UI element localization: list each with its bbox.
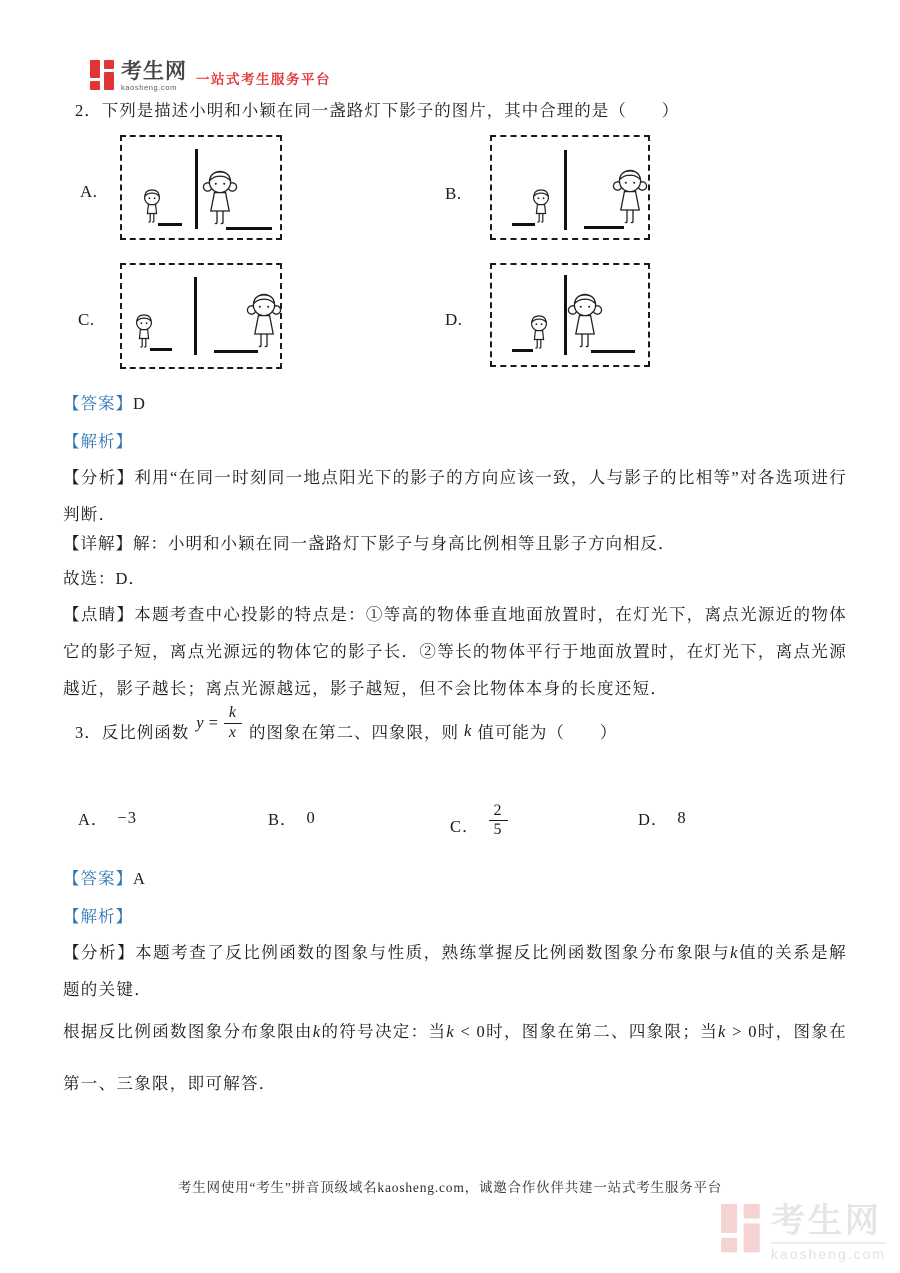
q2-conclusion-line: 故选：D．	[63, 569, 146, 588]
boy-shadow-line	[512, 223, 535, 226]
q2-option-d-figure	[490, 263, 650, 367]
watermark-h-blocks-icon	[721, 1204, 763, 1254]
watermark-logo	[721, 1204, 886, 1261]
q3-option-a-value: −3	[117, 808, 137, 827]
boy-shadow-line	[150, 348, 172, 351]
q3-rule-p1: 根据反比例函数图象分布象限由	[63, 1022, 313, 1041]
girl-shadow-line	[214, 350, 258, 353]
q3-option-d	[638, 806, 687, 830]
q2-option-a-figure	[120, 135, 282, 240]
lamp-pole-line	[195, 149, 198, 229]
q2-option-c-label: C.	[78, 310, 95, 329]
q3-stem	[75, 700, 617, 762]
brand-h-blocks-icon	[90, 60, 116, 91]
q2-dianjing-paragraph: 【点睛】本题考查中心投影的特点是：①等高的物体垂直地面放置时，在灯光下，离点光源近的物体它的影子短，离点光源远的物体它的影子长．②等长的物体平行于地面放置时，在灯光下，离点光源越近，影子越长；离点光源越远，影子越短，但不会比物体本身的长度还短．	[63, 605, 847, 698]
q2-answer-label: 【答案】	[63, 394, 133, 413]
formula-y: y	[196, 713, 205, 732]
q3-option-d-value: 8	[677, 808, 687, 827]
q3-option-b	[268, 806, 316, 830]
q2-option-d-label: D.	[445, 310, 463, 329]
inverse-function-formula	[196, 704, 242, 742]
q3-answer-value: A	[133, 869, 146, 888]
q2-option-b-figure	[490, 135, 650, 240]
watermark-domain: kaosheng.com	[771, 1242, 886, 1261]
q3-option-b-label: B．	[268, 810, 298, 829]
q2-option-a-label: A.	[80, 182, 98, 201]
q3-stem-prefix: 3．反比例函数	[75, 723, 190, 742]
q2-fenxi-paragraph: 【分析】利用“在同一时刻同一地点阳光下的影子的方向应该一致，人与影子的比相等”对各选项进行判断．	[63, 468, 847, 524]
boy-shadow-line	[512, 349, 533, 352]
lamp-pole-line	[564, 150, 567, 230]
girl-figure	[612, 168, 648, 228]
q3-option-c-numerator: 2	[493, 802, 503, 819]
brand-domain: kaosheng.com	[121, 82, 177, 92]
boy-figure	[132, 312, 156, 350]
q3-option-a-label: A．	[78, 810, 109, 829]
boy-figure	[140, 187, 164, 225]
q3-answer-label: 【答案】	[63, 869, 133, 888]
watermark-brand: 考生网	[770, 1202, 882, 1240]
q2-answer-value: D	[133, 394, 146, 413]
boy-figure	[527, 313, 551, 351]
q3-option-b-value: 0	[306, 808, 316, 827]
girl-shadow-line	[584, 226, 624, 229]
q3-rule-p2: 的符号决定：当	[321, 1022, 447, 1041]
lamp-pole-line	[194, 277, 197, 355]
q3-answer-line	[63, 865, 146, 889]
q3-cond2-var: k	[718, 1022, 727, 1041]
site-logo	[90, 60, 331, 91]
q2-answer-line	[63, 390, 146, 414]
q2-option-c-figure	[120, 263, 282, 369]
q3-rule-k: k	[312, 1022, 322, 1041]
boy-figure	[529, 187, 553, 225]
q3-option-d-label: D．	[638, 810, 669, 829]
formula-denominator: x	[224, 723, 242, 742]
q2-jiexi-heading: 【解析】	[63, 432, 133, 451]
girl-shadow-line	[226, 227, 272, 230]
q3-fenxi-prefix: 【分析】本题考查了反比例函数的图象与性质，熟练掌握反比例函数图象分布象限与	[63, 943, 731, 962]
q3-cond2-rel: > 0	[732, 1022, 758, 1041]
q3-rule-p3: 时，图象在第二、四象限；当	[486, 1022, 719, 1041]
q3-option-c-fraction	[489, 802, 508, 840]
girl-figure	[246, 292, 282, 352]
formula-equals: =	[208, 713, 219, 732]
girl-figure	[202, 169, 238, 229]
q3-fenxi-k: k	[730, 943, 739, 962]
q3-option-c-label: C．	[450, 816, 480, 836]
q3-option-c-denominator: 5	[489, 820, 508, 839]
q3-cond1-var: k	[446, 1022, 455, 1041]
q3-rule-paragraph	[63, 1006, 847, 1110]
brand-name: 考生网	[121, 59, 187, 83]
q2-stem: 2．下列是描述小明和小颖在同一盏路灯下影子的图片，其中合理的是（ ）	[75, 101, 680, 120]
q3-option-a	[78, 806, 137, 830]
girl-figure	[567, 292, 603, 352]
boy-shadow-line	[158, 223, 182, 226]
q3-option-c	[450, 802, 508, 844]
brand-tagline: 一站式考生服务平台	[196, 72, 331, 87]
q3-rule-p4: 时，图象在第一、三象限，即可解答．	[63, 1022, 847, 1093]
footer-note: 考生网使用“考生”拼音顶级域名kaosheng.com，诚邀合作伙伴共建一站式考生服务平台	[177, 1180, 723, 1195]
q2-xiangjie-line: 【详解】解：小明和小颖在同一盏路灯下影子与身高比例相等且影子方向相反．	[63, 534, 676, 553]
q3-fenxi-paragraph	[63, 934, 847, 1008]
q3-stem-suffix: 值可能为（ ）	[477, 723, 618, 742]
formula-fraction	[224, 704, 242, 742]
q2-option-b-label: B.	[445, 184, 462, 203]
girl-shadow-line	[591, 350, 635, 353]
formula-numerator: k	[228, 704, 237, 722]
q3-fenxi-suffix: 值的关系是解题的关键．	[63, 943, 847, 999]
q3-k-symbol: k	[464, 721, 473, 740]
q3-jiexi-heading: 【解析】	[63, 907, 133, 926]
q3-stem-mid: 的图象在第二、四象限，则	[249, 723, 459, 742]
q3-cond1-rel: < 0	[460, 1022, 487, 1041]
